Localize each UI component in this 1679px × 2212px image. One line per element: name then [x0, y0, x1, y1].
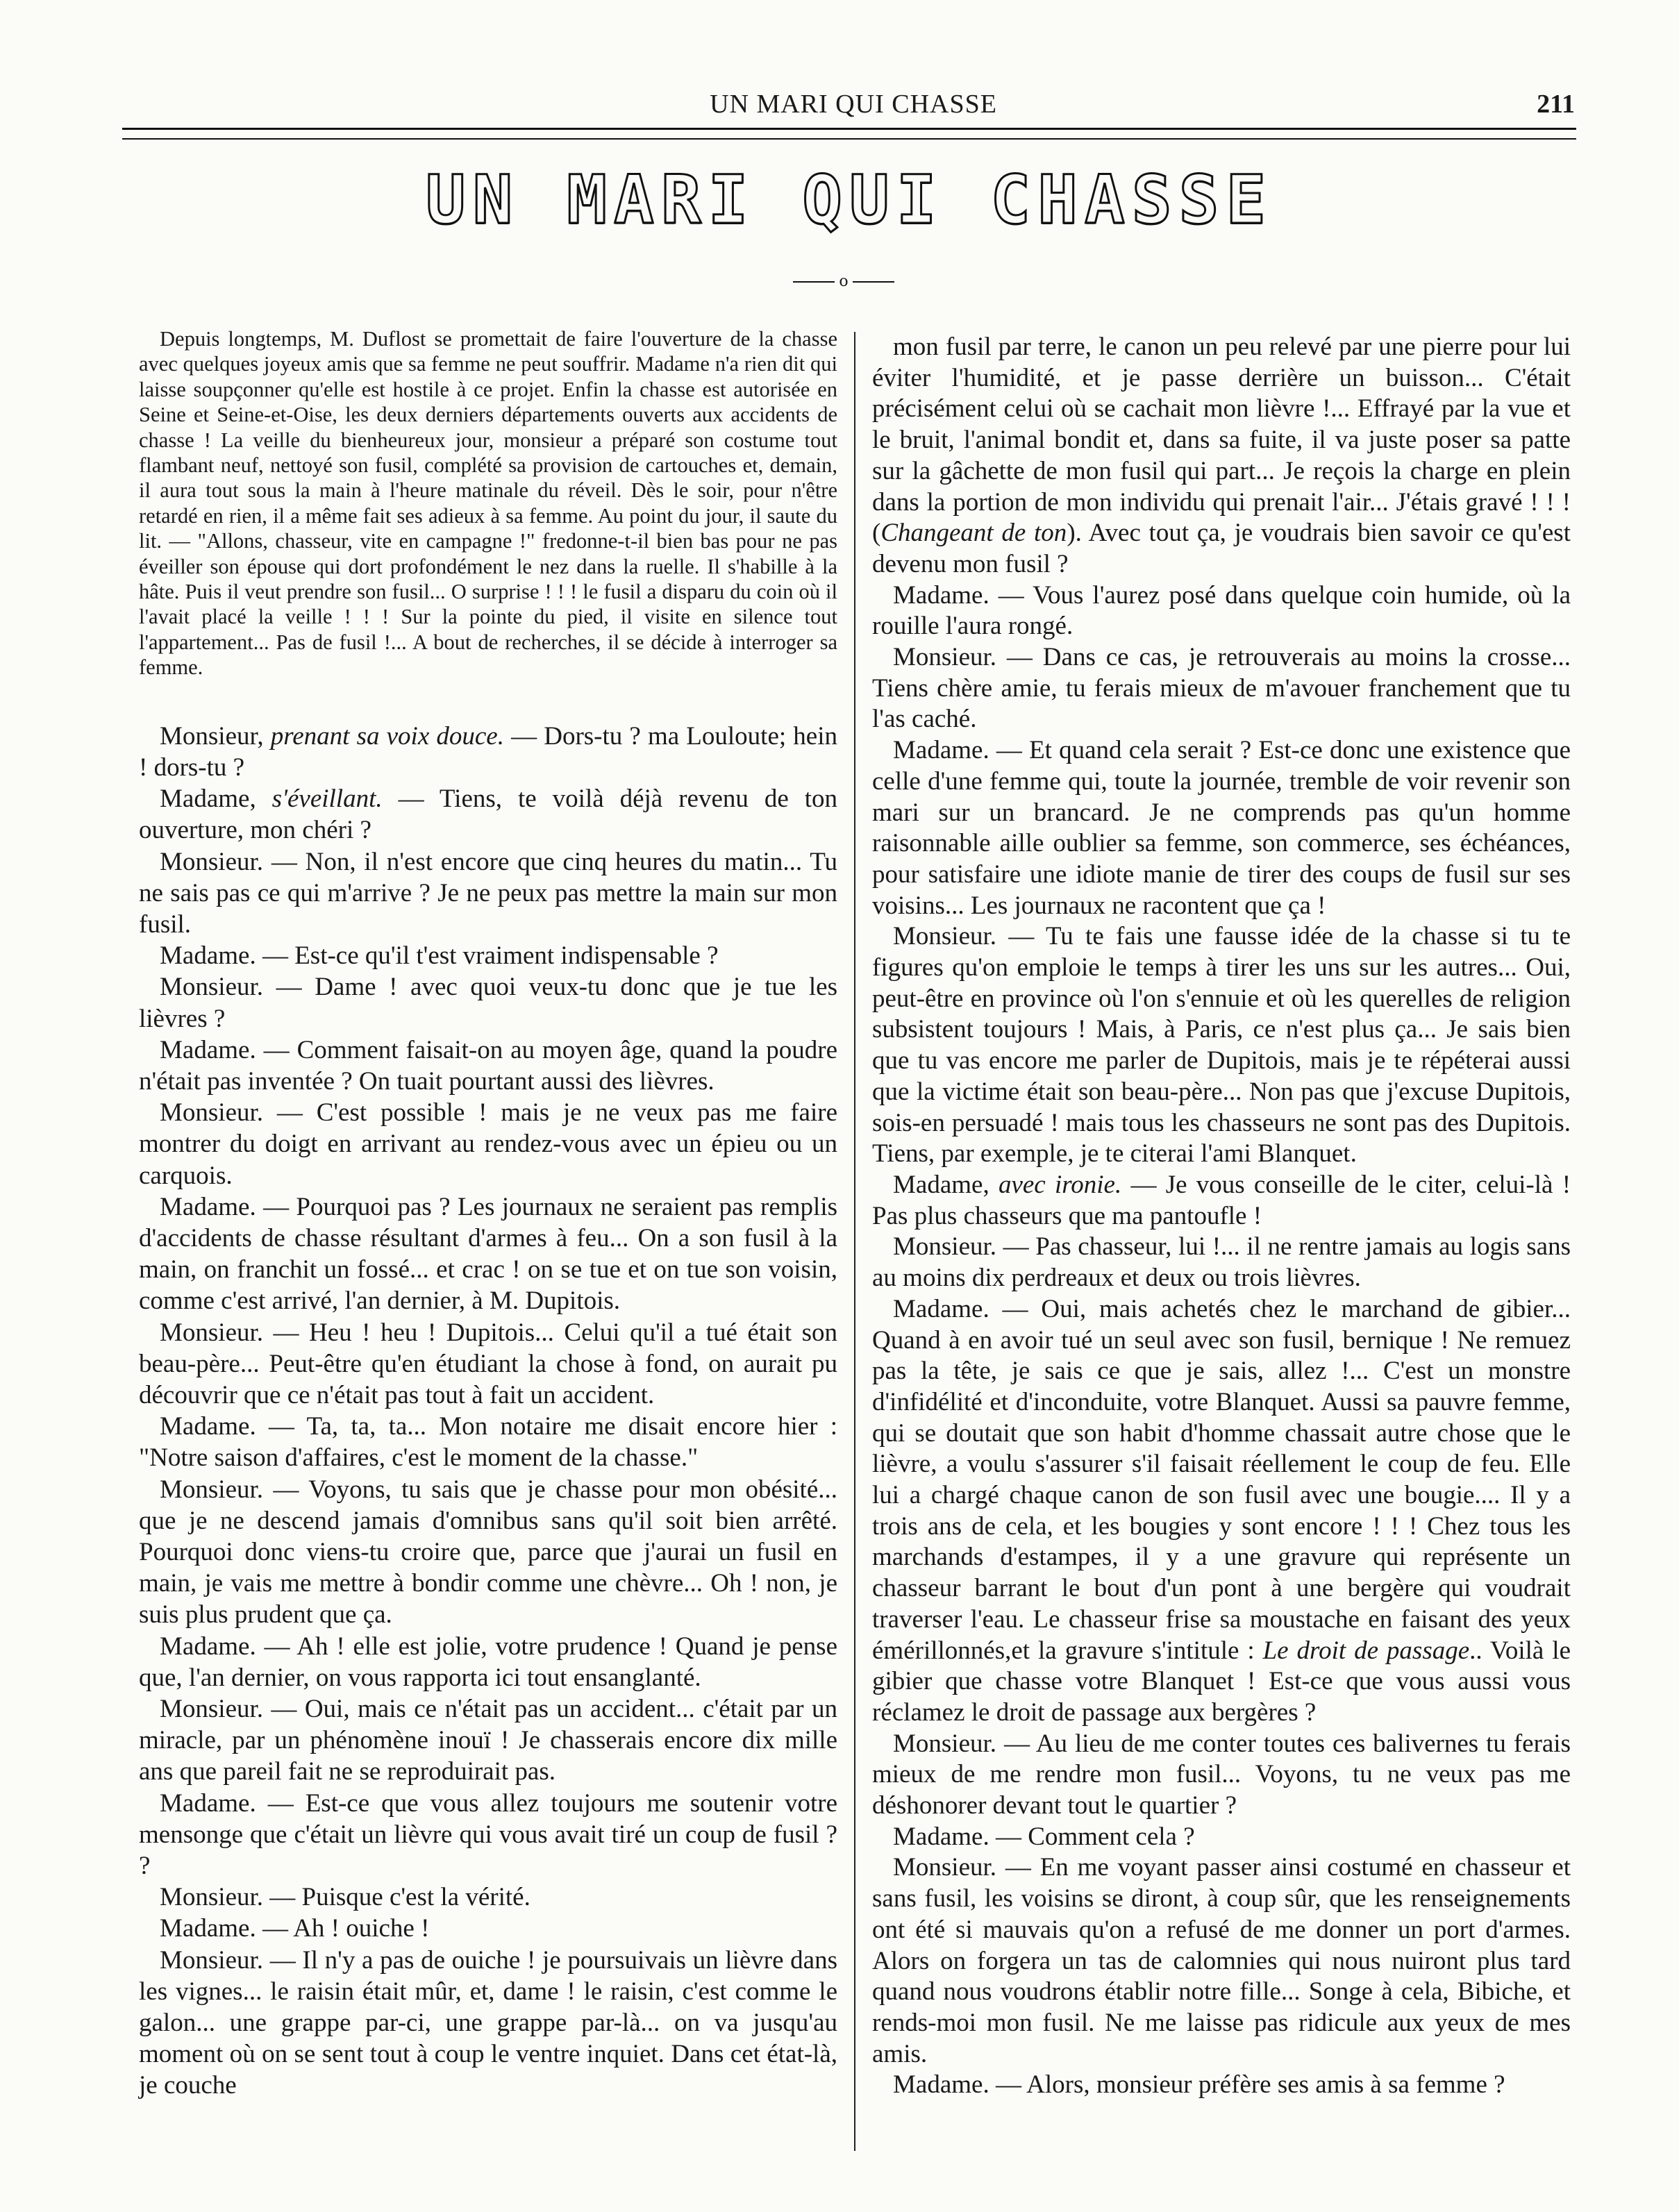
- ornament-glyph: o: [839, 273, 849, 290]
- dialog-text: — En me voyant passer ainsi costumé en chasseur et sans fusil, les voisins se diront, à coup sûr, que les renseignements ont été si mauvais qu'on a refusé de me donner un port d'armes. Alors on forgera un tas de calomnies qui nous nuiront plus tard quand nous voudrons établir notre fille... Songe à cela, Bibiche, et rends-moi mon fusil. Ne me laisse pas ridicule aux yeux de mes amis.: [872, 1853, 1571, 2068]
- speaker-name: Monsieur,: [160, 721, 271, 751]
- speaker-name: Madame.: [160, 1914, 256, 1943]
- dialog-line: [872, 1170, 1571, 1232]
- dialog-line: [872, 1822, 1571, 1853]
- speaker-name: Monsieur.: [893, 922, 997, 951]
- dialog-text: — Comment cela ?: [989, 1822, 1195, 1851]
- dialog-text: — C'est possible ! mais je ne veux pas me faire montrer du doigt en arrivant au rendez-vous avec un épieu ou un carquois.: [139, 1098, 837, 1190]
- intro-paragraph: Depuis longtemps, M. Duflost se promettait de faire l'ouverture de la chasse avec quelques joyeux amis que sa femme ne peut souffrir. Madame n'a rien dit qui laisse soupçonner qu'elle est hostile à ce projet. Enfin la chasse est autorisée en Seine et Seine-et-Oise, les deux derniers départements ouverts aux accidents de chasse ! La veille du bienheureux jour, monsieur a préparé son costume tout flambant neuf, nettoyé son fusil, complété sa provision de cartouches et, demain, il aura tout sous la main à l'heure matinale du réveil. Dès le soir, pour n'être retardé en rien, il a même fait ses adieux à sa femme. Au point du jour, il saute du lit. — "Allons, chasseur, vite en campagne !" fredonne-t-il bien bas pour ne pas éveiller son épouse qui dort profondément le nez dans la ruelle. Il s'habille à la hâte. Puis il veut prendre son fusil... O surprise ! ! ! le fusil a disparu du coin où il l'avait placé la veille ! ! ! Sur la pointe du pied, il visite en silence tout l'appartement... Pas de fusil !... A bout de recherches, il se décide à interroger sa femme.: [139, 327, 837, 680]
- dialog-line: [139, 1882, 837, 1913]
- header-rule: [122, 128, 1576, 140]
- dialog-text: — Ah ! ouiche !: [256, 1914, 430, 1943]
- dialog-line: [139, 940, 837, 971]
- dialog-line: [872, 332, 1571, 580]
- dialog-text: mon fusil par terre, le canon un peu relevé par une pierre pour lui éviter l'humidité, et je passe derrière un buisson... C'était précisément celui où se cachait mon lièvre !... Effrayé par la vue et le bruit, l'animal bondit et, dans sa fuite, il va juste poser sa patte sur la gâchette de mon fusil qui part... Je reçois la charge en plein dans la portion de mon individu qui prenait l'air... J'étais gravé ! ! ! (: [872, 333, 1571, 548]
- dialog-line: [872, 921, 1571, 1170]
- page-number: 211: [1537, 90, 1575, 119]
- dialog-text: — Dame ! avec quoi veux-tu donc que je tue les lièvres ?: [139, 973, 837, 1033]
- dialog-line: [139, 1945, 837, 2102]
- right-dialog: [872, 332, 1571, 2101]
- dialog-line: [872, 642, 1571, 735]
- dialog-line: [139, 1034, 837, 1097]
- dialog-text: — Puisque c'est la vérité.: [263, 1883, 531, 1912]
- left-dialog: [139, 721, 837, 2102]
- dialog-text: ). Avec tout ça, je voudrais bien savoir ce qu'est devenu mon fusil ?: [872, 519, 1571, 578]
- dialog-line: [139, 1317, 837, 1411]
- speaker-name: Madame.: [893, 580, 989, 610]
- dialog-line: [139, 721, 837, 783]
- dialog-text: — Est-ce que vous allez toujours me soutenir votre mensonge que c'était un lièvre qui vous avait tiré un coup de fusil ? ?: [139, 1788, 837, 1880]
- dialog-line: [139, 1097, 837, 1191]
- dialog-line: [872, 2070, 1571, 2101]
- speaker-name: Madame.: [893, 2070, 989, 2100]
- running-head: [125, 82, 1582, 131]
- dialog-line: [139, 1191, 837, 1317]
- dialog-line: [139, 1913, 837, 1944]
- dialog-text: — Tiens, te voilà déjà revenu de ton ouverture, mon chéri ?: [139, 785, 837, 845]
- dialog-text: — Ta, ta, ta... Mon notaire me disait encore hier : "Notre saison d'affaires, c'est le moment de la chasse.": [139, 1412, 837, 1473]
- speaker-name: Monsieur.: [160, 1883, 264, 1912]
- ornament-line-right: [853, 281, 894, 283]
- speaker-name: Monsieur.: [160, 973, 264, 1002]
- dialog-line: [139, 1693, 837, 1788]
- speaker-name: Monsieur.: [160, 1945, 264, 1975]
- speaker-name: Monsieur.: [893, 1853, 997, 1882]
- speaker-name: Monsieur.: [160, 1318, 264, 1347]
- speaker-name: Madame.: [160, 1412, 256, 1441]
- dialog-text: — Pas chasseur, lui !... il ne rentre jamais au logis sans au moins dix perdreaux et deux ou trois lièvres.: [872, 1232, 1571, 1293]
- dialog-text: — Tu te fais une fausse idée de la chasse si tu te figures qu'on emploie le temps à tirer les uns sur les autres... Oui, peut-être en province où l'on s'ennuie et où les querelles de religion subsistent toujours ! Mais, à Paris, ce n'est plus ça... Je sais bien que tu vas encore me parler de Dupitois, mais je te répéterai aussi que la victime était son beau-père... Non pas que j'excuse Dupitois, sois-en persuadé ! mais tous les chasseurs ne sont pas des Dupitois. Tiens, par exemple, je te citerai l'ami Blanquet.: [872, 922, 1571, 1168]
- article-title: UN MARI QUI CHASSE: [425, 161, 1273, 239]
- dialog-text: — Dans ce cas, je retrouverais au moins la crosse... Tiens chère amie, tu ferais mieux de m'avouer franchement que tu l'as caché.: [872, 643, 1571, 734]
- dialog-text: — Il n'y a pas de ouiche ! je poursuivais un lièvre dans les vignes... le raisin était mûr, et, dame ! le raisin, c'est comme le galon... une grappe par-ci, une grappe par-là... on va jusqu'au moment où on se sent tout à coup le ventre inquiet. Dans cet état-là, je couche: [139, 1945, 837, 2100]
- dialog-text: — Alors, monsieur préfère ses amis à sa femme ?: [989, 2070, 1505, 2100]
- dialog-text: — Et quand cela serait ? Est-ce donc une existence que celle d'une femme qui, toute la journée, tremble de voir revenir son mari sur un brancard. Je ne comprends pas qu'un homme raisonnable aille oublier sa femme, son commerce, ses échéances, pour satisfaire une idiote manie de tirer des coups de fusil sur ses voisins... Les journaux ne racontent que ça !: [872, 736, 1571, 920]
- dialog-text: — Ah ! elle est jolie, votre prudence ! Quand je pense que, l'an dernier, on vous rapporta ici tout ensanglanté.: [139, 1632, 837, 1692]
- stage-direction: prenant sa voix douce.: [270, 721, 504, 751]
- dialog-line: [139, 783, 837, 846]
- stage-direction: s'éveillant.: [272, 785, 383, 814]
- dialog-text: — Oui, mais ce n'était pas un accident... c'était par un miracle, par un phénomène inouï ! Je chasserais encore dix mille ans que pareil fait ne se reproduirait pas.: [139, 1694, 837, 1786]
- speaker-name: Monsieur.: [893, 1729, 997, 1758]
- ornament-line-left: [793, 281, 835, 283]
- dialog-line: [872, 1232, 1571, 1293]
- speaker-name: Monsieur.: [160, 1098, 264, 1128]
- dialog-text: — Non, il n'est encore que cinq heures du matin... Tu ne sais pas ce qui m'arrive ? Je ne peux pas mettre la main sur mon fusil.: [139, 847, 837, 939]
- dialog-text: — Vous l'aurez posé dans quelque coin humide, où la rouille l'aura rongé.: [872, 580, 1571, 641]
- dialog-text: — Au lieu de me conter toutes ces balivernes tu ferais mieux de me rendre mon fusil... Voyons, tu ne veux pas me déshonorer devant tout le quartier ?: [872, 1729, 1571, 1820]
- speaker-name: Madame.: [160, 1192, 256, 1221]
- speaker-name: Madame.: [160, 1632, 256, 1661]
- speaker-name: Madame.: [893, 1822, 989, 1851]
- dialog-line: [139, 971, 837, 1034]
- dialog-text: — Voyons, tu sais que je chasse pour mon obésité... que je ne descend jamais d'omnibus sans qu'il soit bien arrêté. Pourquoi donc viens-tu croire que, parce que j'aurai un fusil en main, je vais me mettre à bondir comme une chèvre... Oh ! non, je suis plus prudent que ça.: [139, 1475, 837, 1629]
- speaker-name: Madame,: [893, 1170, 999, 1199]
- dialog-line: [139, 846, 837, 941]
- stage-direction: Le droit de passage: [1262, 1636, 1470, 1665]
- dialog-line: [872, 1294, 1571, 1729]
- stage-direction: Changeant de ton: [880, 519, 1067, 548]
- speaker-name: Madame.: [160, 1035, 256, 1064]
- dialog-line: [872, 580, 1571, 642]
- speaker-name: Monsieur.: [160, 1694, 264, 1723]
- speaker-name: Monsieur.: [160, 1475, 264, 1504]
- dialog-text: — Heu ! heu ! Dupitois... Celui qu'il a tué était son beau-père... Peut-être qu'en étudiant la chose à fond, on aurait pu découvrir que ce n'était pas tout à fait un accident.: [139, 1318, 837, 1409]
- running-head-title: UN MARI QUI CHASSE: [710, 90, 997, 119]
- dialog-line: [872, 1729, 1571, 1822]
- dialog-text: — Comment faisait-on au moyen âge, quand la poudre n'était pas inventée ? On tuait pourtant aussi des lièvres.: [139, 1035, 837, 1096]
- speaker-name: Madame.: [893, 736, 989, 765]
- dialog-text: — Oui, mais achetés chez le marchand de gibier... Quand à en avoir tué un seul avec son fusil, bernique ! Ne remuez pas la tête, je sais ce que je sais, allez !... C'est un monstre d'infidélité et d'inconduite, votre Blanquet. Aussi sa pauvre femme, qui se doutait que son habit d'homme chassait autre chose que le lièvre, a voulu s'assurer s'il faisait réellement le coup de feu. Elle lui a chargé chaque canon de son fusil avec une bougie.... Il y a trois ans de cela, et les bougies y sont encore ! ! ! Chez tous les marchands d'estampes, il y a une gravure qui représente un chasseur barrant le bout d'un pont à une bergère qui voudrait traverser l'eau. Le chasseur frise sa moustache en faisant des yeux émérillonnés,et la gravure s'intitule :: [872, 1294, 1571, 1665]
- left-column: [139, 326, 837, 2102]
- dialog-text: .. Voilà le gibier que chasse votre Blanquet ! Est-ce que vous aussi vous réclamez le droit de passage aux bergères ?: [872, 1636, 1571, 1727]
- dialog-line: [872, 1852, 1571, 2070]
- dialog-line: [139, 1411, 837, 1473]
- dialog-line: [872, 735, 1571, 921]
- right-column: [872, 332, 1571, 2101]
- dialog-text: — Dors-tu ? ma Louloute; hein ! dors-tu ?: [139, 721, 838, 782]
- column-divider: [854, 332, 855, 2151]
- speaker-name: Madame.: [160, 1788, 256, 1818]
- dialog-text: — Pourquoi pas ? Les journaux ne seraient pas remplis d'accidents de chasse résultant d'armes à feu... On a son fusil à la main, on franchit un fossé... et crac ! on se tue et on tue son voisin, comme c'est arrivé, l'an dernier, à M. Dupitois.: [139, 1192, 837, 1316]
- dialog-text: — Est-ce qu'il t'est vraiment indispensable ?: [256, 941, 719, 971]
- dialog-line: [139, 1631, 837, 1693]
- speaker-name: Monsieur.: [893, 643, 997, 672]
- stage-direction: avec ironie.: [998, 1170, 1122, 1199]
- title-ornament: [785, 274, 903, 295]
- speaker-name: Monsieur.: [160, 847, 264, 876]
- speaker-name: Madame.: [893, 1294, 989, 1323]
- speaker-name: Monsieur.: [893, 1232, 997, 1262]
- dialog-text: — Je vous conseille de le citer, celui-là ! Pas plus chasseurs que ma pantoufle !: [872, 1170, 1571, 1230]
- dialog-line: [139, 1474, 837, 1631]
- speaker-name: Madame,: [160, 785, 272, 814]
- speaker-name: Madame.: [160, 941, 256, 971]
- dialog-line: [139, 1788, 837, 1882]
